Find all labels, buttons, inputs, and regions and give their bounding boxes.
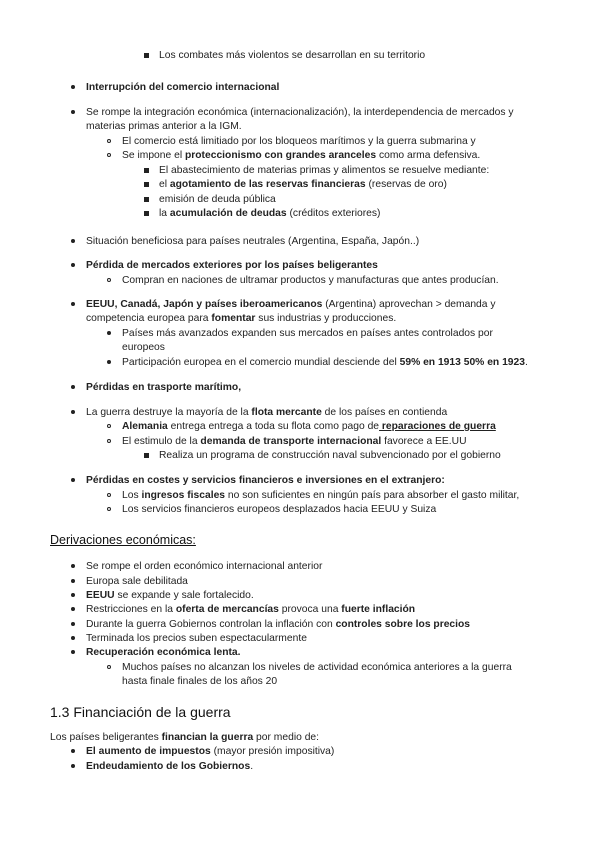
bullet-icon bbox=[71, 385, 75, 389]
text-run: la bbox=[159, 208, 170, 219]
text-line: europeos bbox=[122, 342, 165, 353]
list-item: Se rompe el orden económico internacional anterior bbox=[86, 561, 323, 572]
text-run-bold: flota mercante bbox=[251, 407, 322, 418]
text-run-bold: ingresos fiscales bbox=[141, 490, 226, 501]
text-line bbox=[122, 489, 519, 502]
text-run-bold: demanda de transporte internacional bbox=[200, 436, 382, 447]
square-bullet-icon bbox=[144, 168, 149, 173]
text-run: Durante la guerra Gobiernos controlan la inflación con bbox=[86, 619, 336, 630]
text-line: Países más avanzados expanden sus mercados en países antes controlados por bbox=[122, 328, 493, 339]
text-line: Los servicios financieros europeos desplazados hacia EEUU y Suiza bbox=[122, 504, 437, 515]
text-line: Interrupción del comercio internacional bbox=[86, 82, 280, 93]
text-run: Los países beligerantes bbox=[50, 732, 162, 743]
text-run-bold: agotamiento de las reservas financieras bbox=[169, 179, 366, 190]
text-run-bold: 59% en 1913 50% en 1923 bbox=[399, 357, 525, 368]
text-line bbox=[159, 207, 380, 220]
bullet-icon bbox=[107, 331, 111, 335]
text-line bbox=[159, 178, 447, 191]
text-run-bold: acumulación de deudas bbox=[169, 208, 287, 219]
bullet-icon bbox=[71, 749, 75, 753]
text-run: (créditos exteriores) bbox=[286, 208, 381, 219]
text-line bbox=[86, 312, 396, 325]
square-bullet-icon bbox=[144, 53, 149, 58]
text-line bbox=[86, 298, 496, 311]
text-line: El comercio está limitiado por los bloqueos marítimos y la guerra submarina y bbox=[122, 136, 476, 147]
bullet-icon bbox=[71, 764, 75, 768]
text-run: Se impone el bbox=[122, 150, 185, 161]
bullet-icon bbox=[71, 263, 75, 267]
text-run: el bbox=[159, 179, 170, 190]
text-run: por medio de: bbox=[253, 732, 320, 743]
bullet-icon bbox=[71, 622, 75, 626]
bullet-icon bbox=[71, 478, 75, 482]
text-run: como arma defensiva. bbox=[376, 150, 481, 161]
text-line: El abastecimiento de materias primas y alimentos se resuelve mediante: bbox=[159, 165, 490, 176]
circle-bullet-icon bbox=[107, 439, 111, 443]
list-item: Recuperación económica lenta. bbox=[86, 647, 241, 658]
text-run: sus industrias y producciones. bbox=[255, 313, 397, 324]
circle-bullet-icon bbox=[107, 665, 111, 669]
text-run: entrega entrega a toda su flota como pago de bbox=[167, 421, 380, 432]
bullet-icon bbox=[71, 110, 75, 114]
bullet-icon bbox=[71, 564, 75, 568]
text-run: (Argentina) aprovechan > demanda y bbox=[322, 299, 496, 310]
bullet-icon bbox=[71, 579, 75, 583]
circle-bullet-icon bbox=[107, 424, 111, 428]
square-bullet-icon bbox=[144, 453, 149, 458]
list-item: Europa sale debilitada bbox=[86, 576, 188, 587]
text-run: no son suficientes en ningún país para absorber el gasto militar, bbox=[225, 490, 520, 501]
list-item bbox=[86, 745, 334, 758]
text-line: Muchos países no alcanzan los niveles de actividad económica anteriores a la guerra bbox=[122, 662, 512, 673]
text-line: emisión de deuda pública bbox=[159, 194, 276, 205]
text-run: . bbox=[524, 357, 528, 368]
circle-bullet-icon bbox=[107, 153, 111, 157]
text-line bbox=[122, 356, 528, 369]
bullet-icon bbox=[71, 650, 75, 654]
circle-bullet-icon bbox=[107, 278, 111, 282]
list-item bbox=[86, 618, 470, 631]
text-line: Se rompe la integración económica (internacionalización), la interdependencia de mercados y bbox=[86, 107, 514, 118]
text-line: Compran en naciones de ultramar productos y manufacturas que antes producían. bbox=[122, 275, 499, 286]
bullet-icon bbox=[71, 593, 75, 597]
bullet-icon bbox=[71, 239, 75, 243]
text-run: La guerra destruye la mayoría de la bbox=[86, 407, 252, 418]
text-line: Pérdidas en costes y servicios financieros e inversiones en el extranjero: bbox=[86, 475, 445, 486]
circle-bullet-icon bbox=[107, 493, 111, 497]
text-run-bold: financian la guerra bbox=[161, 732, 254, 743]
text-run-bold: El aumento de impuestos bbox=[86, 746, 211, 757]
text-line: Pérdidas en trasporte marítimo, bbox=[86, 382, 242, 393]
list-item bbox=[86, 589, 254, 602]
text-run: de los países en contienda bbox=[321, 407, 448, 418]
text-run-bold-underlined: reparaciones de guerra bbox=[379, 421, 496, 432]
circle-bullet-icon bbox=[107, 139, 111, 143]
text-run-bold: Endeudamiento de los Gobiernos bbox=[86, 761, 251, 772]
list-item bbox=[86, 603, 415, 616]
text-run-bold: EEUU bbox=[86, 590, 115, 601]
bullet-icon bbox=[71, 410, 75, 414]
text-run: se expande y sale fortalecido. bbox=[114, 590, 254, 601]
text-line: Pérdida de mercados exteriores por los países beligerantes bbox=[86, 260, 378, 271]
text-run-bold: fomentar bbox=[211, 313, 256, 324]
square-bullet-icon bbox=[144, 211, 149, 216]
square-bullet-icon bbox=[144, 182, 149, 187]
text-run: El estimulo de la bbox=[122, 436, 201, 447]
text-line bbox=[86, 406, 447, 419]
section-heading-derivaciones: Derivaciones económicas: bbox=[50, 533, 196, 547]
bullet-icon bbox=[71, 636, 75, 640]
text-line bbox=[50, 731, 319, 744]
text-run: Restricciones en la bbox=[86, 604, 176, 615]
text-line bbox=[122, 420, 496, 433]
list-item: Terminada los precios suben espectacularmente bbox=[86, 633, 307, 644]
text-line: materias primas anterior a la IGM. bbox=[86, 121, 242, 132]
text-run-bold: fuerte inflación bbox=[341, 604, 416, 615]
bullet-icon bbox=[71, 607, 75, 611]
text-run-bold: proteccionismo con grandes aranceles bbox=[184, 150, 377, 161]
section-heading-financiacion: 1.3 Financiación de la guerra bbox=[50, 704, 231, 720]
text-run: (mayor presión impositiva) bbox=[210, 746, 335, 757]
circle-bullet-icon bbox=[107, 507, 111, 511]
bullet-icon bbox=[71, 85, 75, 89]
text-run-bold: EEUU, Canadá, Japón y países iberoamericanos bbox=[86, 299, 323, 310]
text-run-bold: oferta de mercancías bbox=[175, 604, 279, 615]
text-line: Situación beneficiosa para países neutrales (Argentina, España, Japón..) bbox=[86, 236, 420, 247]
text-run: provoca una bbox=[278, 604, 342, 615]
text-run: . bbox=[250, 761, 254, 772]
text-run-bold: Alemania bbox=[122, 421, 168, 432]
text-run: favorece a EE.UU bbox=[381, 436, 467, 447]
text-run: competencia europea para bbox=[86, 313, 212, 324]
text-line bbox=[122, 435, 467, 448]
list-item bbox=[86, 760, 253, 773]
text-line: Realiza un programa de construcción naval subvencionado por el gobierno bbox=[159, 450, 501, 461]
text-line: Los combates más violentos se desarrollan en su territorio bbox=[159, 50, 426, 61]
bullet-icon bbox=[107, 360, 111, 364]
text-line: hasta finale finales de los años 20 bbox=[122, 676, 278, 687]
text-run-bold: controles sobre los precios bbox=[335, 619, 471, 630]
text-line bbox=[122, 149, 480, 162]
bullet-icon bbox=[71, 302, 75, 306]
text-run: Participación europea en el comercio mundial desciende del bbox=[122, 357, 400, 368]
square-bullet-icon bbox=[144, 197, 149, 202]
text-run: (reservas de oro) bbox=[365, 179, 447, 190]
text-run: Los bbox=[122, 490, 142, 501]
